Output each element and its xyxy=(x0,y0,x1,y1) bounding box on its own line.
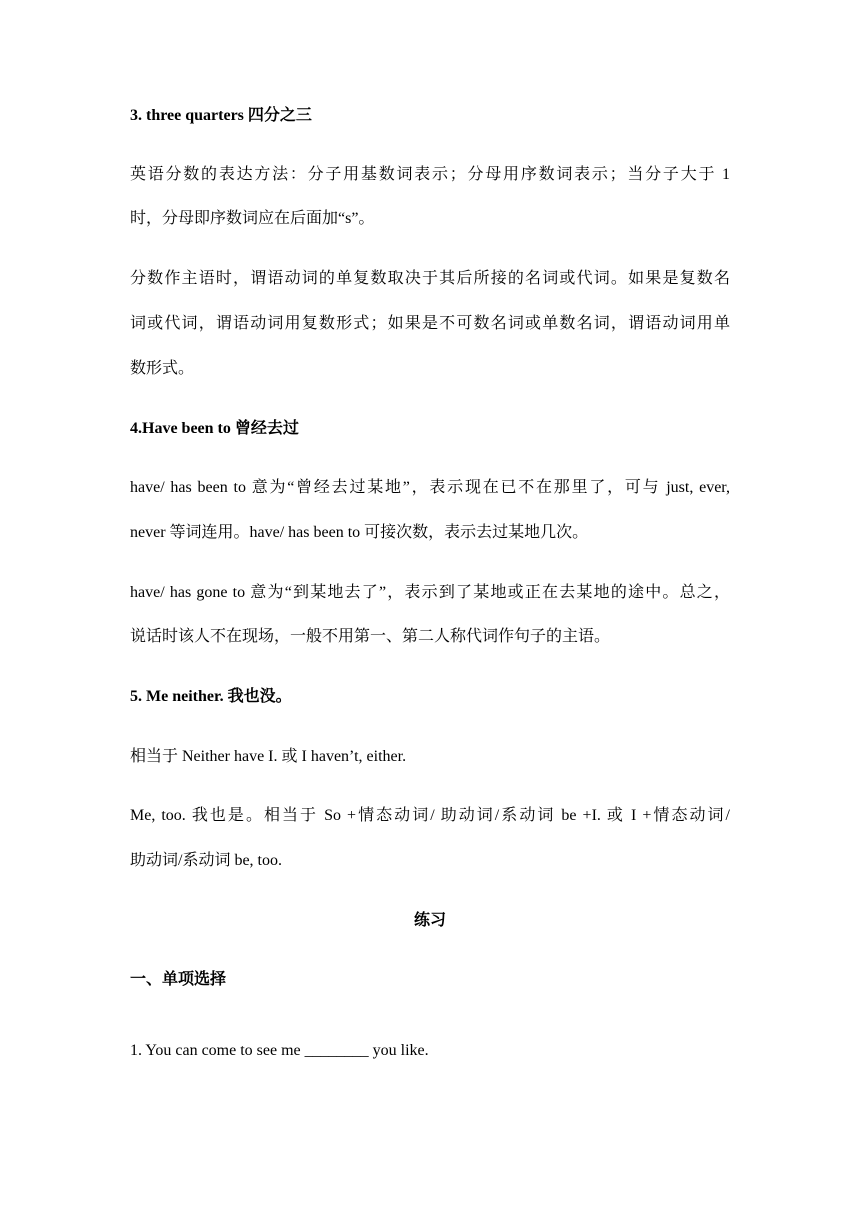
paragraph-have-been-to-line-1: have/ has been to 意为“曾经去过某地”，表示现在已不在那里了，可与 just, ever, xyxy=(130,479,730,496)
question-1: 1. You can come to see me ________ you like. xyxy=(130,1042,429,1059)
paragraph-have-gone-to-line-2: 说话时该人不在现场，一般不用第一、第二人称代词作句子的主语。 xyxy=(130,628,611,645)
heading-me-neither: 5. Me neither. 我也没。 xyxy=(130,688,292,705)
practice-section-single-choice: 一、单项选择 xyxy=(130,971,227,988)
heading-have-been-to: 4.Have been to 曾经去过 xyxy=(130,420,299,437)
paragraph-have-been-to-line-2: never 等词连用。have/ has been to 可接次数，表示去过某地几次。 xyxy=(130,524,589,541)
paragraph-fraction-subject-line-1: 分数作主语时，谓语动词的单复数取决于其后所接的名词或代词。如果是复数名 xyxy=(130,270,730,287)
paragraph-me-too-line-1: Me, too. 我也是。相当于 So +情态动词/ 助动词/系动词 be +I. 或 I +情态动词/ xyxy=(130,807,730,824)
paragraph-neither-have-i: 相当于 Neither have I. 或 I haven’t, either. xyxy=(130,748,407,765)
paragraph-fraction-expression-line-1: 英语分数的表达方法：分子用基数词表示；分母用序数词表示；当分子大于 1 xyxy=(130,166,730,183)
paragraph-fraction-expression-line-2: 时，分母即序数词应在后面加“s”。 xyxy=(130,210,375,227)
practice-title: 练习 xyxy=(413,912,446,929)
paragraph-fraction-subject-line-2: 词或代词，谓语动词用复数形式；如果是不可数名词或单数名词，谓语动词用单 xyxy=(130,315,730,332)
paragraph-have-gone-to-line-1: have/ has gone to 意为“到某地去了”，表示到了某地或正在去某地的途中。总之， xyxy=(130,584,730,601)
paragraph-me-too-line-2: 助动词/系动词 be, too. xyxy=(130,852,282,869)
paragraph-fraction-subject-line-3: 数形式。 xyxy=(130,360,195,377)
heading-three-quarters: 3. three quarters 四分之三 xyxy=(130,107,312,124)
